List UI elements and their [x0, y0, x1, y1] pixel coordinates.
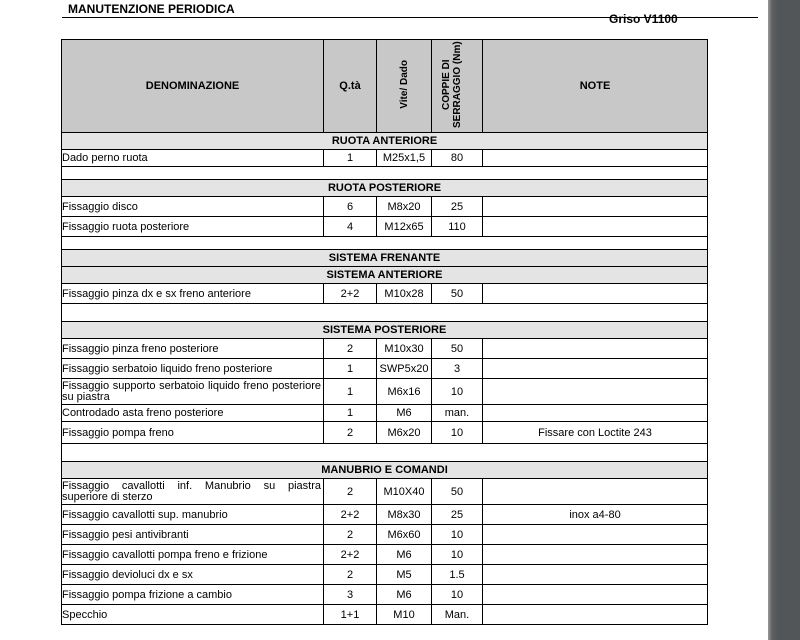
cell-torque: 10 — [432, 525, 483, 545]
table-row — [62, 479, 708, 505]
table-row — [62, 605, 708, 625]
cell-screw: M25x1,5 — [377, 150, 432, 167]
cell-name: Fissaggio cavallotti inf. Manubrio su piastra superiore di sterzo — [62, 479, 324, 505]
cell-name: Fissaggio pompa freno — [62, 422, 324, 444]
cell-screw: M6 — [377, 545, 432, 565]
section-title: MANUBRIO E COMANDI — [62, 462, 708, 479]
cell-torque: 3 — [432, 359, 483, 379]
document-title: MANUTENZIONE PERIODICA — [68, 2, 235, 16]
viewer-background — [768, 0, 800, 640]
cell-qty: 2 — [324, 339, 377, 359]
cell-qty: 1 — [324, 405, 377, 422]
column-header-torque-label: COPPIE DI SERRAGGIO (Nm) — [440, 41, 463, 128]
table-row — [62, 150, 708, 167]
column-header-notes: NOTE — [483, 40, 708, 133]
cell-name: Fissaggio ruota posteriore — [62, 217, 324, 237]
cell-screw: M8x30 — [377, 505, 432, 525]
section-row — [62, 133, 708, 150]
cell-note — [483, 359, 708, 379]
section-row — [62, 322, 708, 339]
cell-torque: 80 — [432, 150, 483, 167]
cell-name: Fissaggio cavallotti sup. manubrio — [62, 505, 324, 525]
cell-name: Fissaggio disco — [62, 197, 324, 217]
column-header-screw-label: Vite/ Dado — [398, 60, 410, 109]
table-row — [62, 379, 708, 405]
cell-qty: 1 — [324, 379, 377, 405]
cell-note — [483, 605, 708, 625]
cell-torque: 25 — [432, 505, 483, 525]
section-row — [62, 250, 708, 267]
cell-screw: M8x20 — [377, 197, 432, 217]
cell-qty: 2 — [324, 422, 377, 444]
cell-qty: 1 — [324, 150, 377, 167]
table-row — [62, 197, 708, 217]
cell-qty: 2 — [324, 565, 377, 585]
table-row — [62, 359, 708, 379]
cell-qty: 1+1 — [324, 605, 377, 625]
cell-torque: 50 — [432, 339, 483, 359]
cell-name: Fissaggio pinza dx e sx freno anteriore — [62, 284, 324, 304]
cell-name: Fissaggio serbatoio liquido freno posteriore — [62, 359, 324, 379]
cell-name: Fissaggio pompa frizione a cambio — [62, 585, 324, 605]
cell-note — [483, 565, 708, 585]
cell-screw: SWP5x20 — [377, 359, 432, 379]
cell-name: Fissaggio devioluci dx e sx — [62, 565, 324, 585]
table-row — [62, 505, 708, 525]
table-row — [62, 585, 708, 605]
cell-torque: 10 — [432, 379, 483, 405]
table-row — [62, 525, 708, 545]
cell-screw: M6x20 — [377, 422, 432, 444]
section-title: RUOTA ANTERIORE — [62, 133, 708, 150]
cell-qty: 2 — [324, 525, 377, 545]
table-row — [62, 545, 708, 565]
cell-torque: 10 — [432, 585, 483, 605]
cell-note — [483, 150, 708, 167]
cell-qty: 3 — [324, 585, 377, 605]
cell-qty: 2+2 — [324, 545, 377, 565]
cell-note — [483, 525, 708, 545]
cell-screw: M5 — [377, 565, 432, 585]
cell-name: Fissaggio supporto serbatoio liquido freno posteriore su piastra — [62, 379, 324, 405]
section-row — [62, 462, 708, 479]
cell-torque: 50 — [432, 479, 483, 505]
cell-screw: M12x65 — [377, 217, 432, 237]
cell-note — [483, 545, 708, 565]
cell-torque: 1.5 — [432, 565, 483, 585]
cell-note — [483, 405, 708, 422]
cell-torque: 10 — [432, 545, 483, 565]
cell-screw: M10x30 — [377, 339, 432, 359]
section-title: SISTEMA ANTERIORE — [62, 267, 708, 284]
cell-screw: M10 — [377, 605, 432, 625]
cell-torque: 50 — [432, 284, 483, 304]
cell-qty: 6 — [324, 197, 377, 217]
cell-note: Fissare con Loctite 243 — [483, 422, 708, 444]
cell-screw: M10X40 — [377, 479, 432, 505]
cell-torque: 25 — [432, 197, 483, 217]
section-row — [62, 267, 708, 284]
cell-note: inox a4-80 — [483, 505, 708, 525]
model-name: Griso V1100 — [609, 12, 678, 26]
cell-qty: 2+2 — [324, 505, 377, 525]
cell-name: Dado perno ruota — [62, 150, 324, 167]
cell-torque: Man. — [432, 605, 483, 625]
cell-torque: man. — [432, 405, 483, 422]
table-header-row — [62, 40, 708, 133]
cell-name: Fissaggio pinza freno posteriore — [62, 339, 324, 359]
cell-qty: 4 — [324, 217, 377, 237]
cell-note — [483, 217, 708, 237]
table-row — [62, 284, 708, 304]
cell-name: Controdado asta freno posteriore — [62, 405, 324, 422]
column-header-torque — [432, 40, 483, 133]
section-title: SISTEMA POSTERIORE — [62, 322, 708, 339]
table-row — [62, 217, 708, 237]
cell-screw: M6x60 — [377, 525, 432, 545]
cell-qty: 2+2 — [324, 284, 377, 304]
cell-note — [483, 479, 708, 505]
section-title: SISTEMA FRENANTE — [62, 250, 708, 267]
cell-note — [483, 585, 708, 605]
table-row — [62, 339, 708, 359]
table-row — [62, 405, 708, 422]
cell-screw: M6 — [377, 585, 432, 605]
table-row — [62, 565, 708, 585]
column-header-screw — [377, 40, 432, 133]
cell-qty: 1 — [324, 359, 377, 379]
table-row — [62, 422, 708, 444]
torque-table — [61, 39, 708, 625]
cell-note — [483, 197, 708, 217]
cell-note — [483, 284, 708, 304]
spacer-row — [62, 167, 708, 180]
cell-screw: M6 — [377, 405, 432, 422]
column-header-qty: Q.tà — [324, 40, 377, 133]
cell-name: Fissaggio pesi antivibranti — [62, 525, 324, 545]
cell-torque: 10 — [432, 422, 483, 444]
cell-note — [483, 379, 708, 405]
section-title: RUOTA POSTERIORE — [62, 180, 708, 197]
cell-torque: 110 — [432, 217, 483, 237]
spacer-row — [62, 304, 708, 322]
cell-note — [483, 339, 708, 359]
spacer-row — [62, 237, 708, 250]
cell-screw: M6x16 — [377, 379, 432, 405]
column-header-name: DENOMINAZIONE — [62, 40, 324, 133]
cell-screw: M10x28 — [377, 284, 432, 304]
spacer-row — [62, 444, 708, 462]
cell-name: Specchio — [62, 605, 324, 625]
cell-name: Fissaggio cavallotti pompa freno e frizione — [62, 545, 324, 565]
section-row — [62, 180, 708, 197]
cell-qty: 2 — [324, 479, 377, 505]
